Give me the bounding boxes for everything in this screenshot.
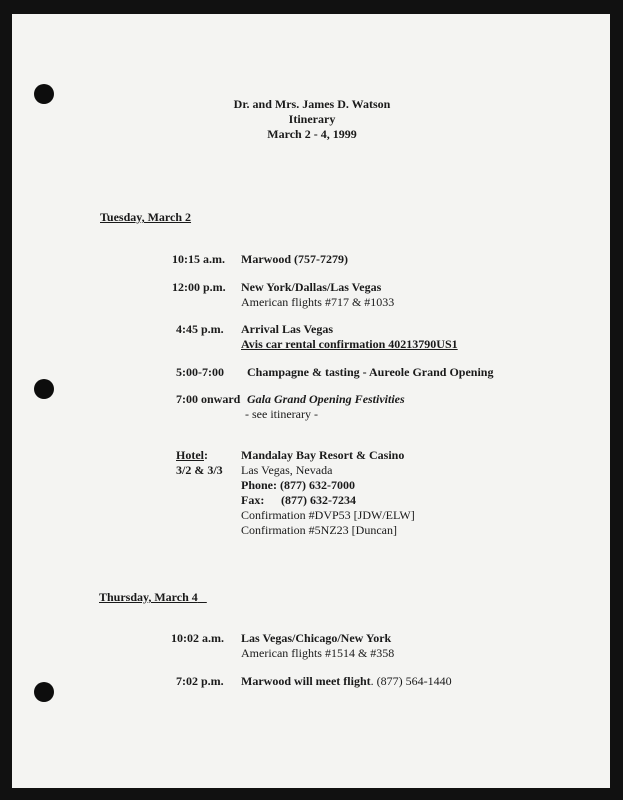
entry-description: Marwood (757-7279) xyxy=(241,252,348,266)
hotel-fax-label: Fax: xyxy=(241,493,265,507)
document-page xyxy=(12,14,610,788)
entry-time: 7:00 onward xyxy=(176,392,241,406)
punch-hole xyxy=(34,682,54,702)
header-doc-type: Itinerary xyxy=(288,112,336,126)
entry-detail: American flights #717 & #1033 xyxy=(241,295,395,309)
punch-hole xyxy=(34,379,54,399)
entry-description: Marwood will meet flight. (877) 564-1440 xyxy=(241,674,452,688)
car-rental-confirmation: Avis car rental confirmation 40213790US1 xyxy=(241,337,458,351)
hotel-nights: 3/2 & 3/3 xyxy=(176,463,223,477)
day-heading: Tuesday, March 2 xyxy=(100,210,192,224)
punch-hole xyxy=(34,84,54,104)
entry-time: 7:02 p.m. xyxy=(176,674,224,688)
hotel-confirmation: Confirmation #DVP53 [JDW/ELW] xyxy=(241,508,415,522)
entry-description: Champagne & tasting - Aureole Grand Opening xyxy=(247,365,494,379)
day-heading: Thursday, March 4 xyxy=(99,590,198,604)
entry-description: New York/Dallas/Las Vegas xyxy=(241,280,382,294)
entry-time: 12:00 p.m. xyxy=(172,280,226,294)
entry-detail: American flights #1514 & #358 xyxy=(241,646,395,660)
entry-time: 10:02 a.m. xyxy=(171,631,224,645)
entry-time: 5:00-7:00 xyxy=(176,365,224,379)
hotel-confirmation: Confirmation #5NZ23 [Duncan] xyxy=(241,523,397,537)
hotel-label: Hotel: xyxy=(176,448,208,462)
hotel-city: Las Vegas, Nevada xyxy=(241,463,333,477)
hotel-fax-number: (877) 632-7234 xyxy=(281,493,356,507)
header-dates: March 2 - 4, 1999 xyxy=(267,127,357,141)
hotel-phone: Phone: (877) 632-7000 xyxy=(241,478,355,492)
entry-description: Gala Grand Opening Festivities xyxy=(247,392,405,406)
header-names: Dr. and Mrs. James D. Watson xyxy=(233,97,391,111)
entry-time: 10:15 a.m. xyxy=(172,252,225,266)
entry-time: 4:45 p.m. xyxy=(176,322,224,336)
hotel-name: Mandalay Bay Resort & Casino xyxy=(241,448,405,462)
entry-detail: - see itinerary - xyxy=(245,407,318,421)
entry-description: Arrival Las Vegas xyxy=(241,322,334,336)
entry-description: Las Vegas/Chicago/New York xyxy=(241,631,392,645)
